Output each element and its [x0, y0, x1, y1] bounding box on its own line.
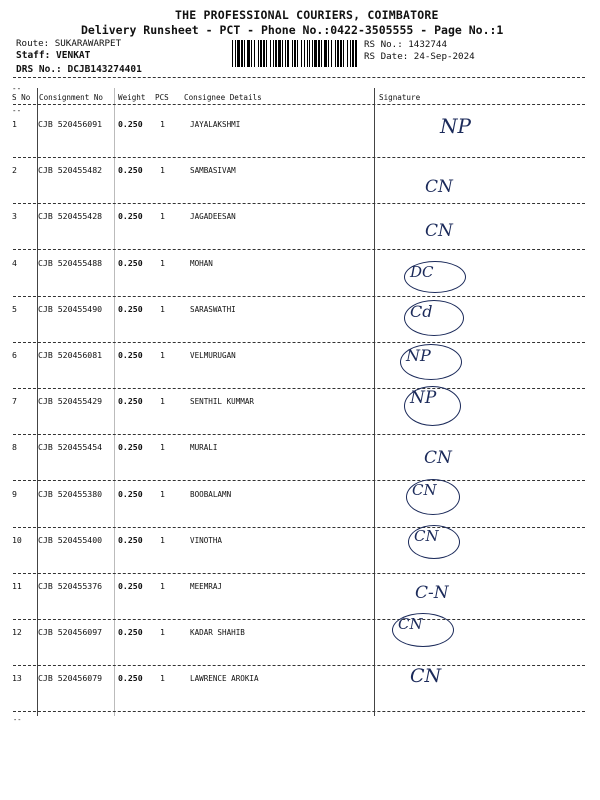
- row-consignee: SENTHIL KUMMAR: [190, 397, 255, 406]
- runsheet-subtitle: Delivery Runsheet - PCT - Phone No.:0422-3505555 - Page No.:1: [81, 23, 504, 37]
- row-sno: 12: [12, 627, 22, 637]
- row-signature: NP: [406, 346, 431, 365]
- rs-number: RS No.: 1432744: [364, 39, 447, 50]
- row-consignment-no: CJB 520455376: [38, 581, 103, 591]
- row-signature: NP: [440, 114, 471, 138]
- row-consignee: SAMBASIVAM: [190, 166, 236, 175]
- row-signature: CN: [425, 221, 453, 241]
- row-weight: 0.250: [118, 535, 143, 545]
- row-signature: CN: [414, 527, 439, 545]
- row-consignee: LAWRENCE AROKIA: [190, 674, 259, 683]
- barcode: [232, 40, 357, 67]
- column-rule: [114, 88, 115, 716]
- col-header-consignment: Consignment No: [39, 93, 104, 102]
- row-sno: 11: [12, 581, 22, 591]
- row-pcs: 1: [160, 442, 165, 452]
- row-sno: 8: [12, 442, 17, 452]
- row-weight: 0.250: [118, 258, 143, 268]
- row-consignee: JAYALAKSHMI: [190, 120, 241, 129]
- row-consignment-no: CJB 520456081: [38, 350, 103, 360]
- row-weight: 0.250: [118, 396, 143, 406]
- row-divider: [13, 203, 585, 204]
- row-consignee: SARASWATHI: [190, 305, 236, 314]
- row-pcs: 1: [160, 535, 165, 545]
- row-sno: 13: [12, 673, 22, 683]
- row-sno: 4: [12, 258, 17, 268]
- row-divider: [13, 342, 585, 343]
- row-divider: [13, 388, 585, 389]
- row-signature: CN: [412, 481, 437, 499]
- row-consignment-no: CJB 520455400: [38, 535, 103, 545]
- row-consignment-no: CJB 520456091: [38, 119, 103, 129]
- header-divider: [13, 77, 585, 78]
- col-header-signature: Signature: [379, 93, 421, 102]
- drs-number: DRS No.: DCJB143274401: [16, 64, 142, 75]
- row-weight: 0.250: [118, 673, 143, 683]
- trailing-mark: --: [13, 716, 22, 724]
- row-consignment-no: CJB 520456097: [38, 627, 103, 637]
- row-sno: 7: [12, 396, 17, 406]
- row-consignee: MOHAN: [190, 259, 213, 268]
- row-sno: 5: [12, 304, 17, 314]
- row-consignee: MURALI: [190, 443, 218, 452]
- row-weight: 0.250: [118, 350, 143, 360]
- row-pcs: 1: [160, 119, 165, 129]
- header-prefix: --: [12, 84, 22, 93]
- row-consignment-no: CJB 520455429: [38, 396, 103, 406]
- row-divider: [13, 296, 585, 297]
- row-divider: [13, 527, 585, 528]
- row-consignment-no: CJB 520456079: [38, 673, 103, 683]
- row-signature: NP: [410, 388, 437, 408]
- row-sno: 1: [12, 119, 17, 129]
- row-pcs: 1: [160, 304, 165, 314]
- row-signature: CN: [410, 665, 442, 687]
- row-pcs: 1: [160, 211, 165, 221]
- row-divider: [13, 711, 585, 712]
- row-weight: 0.250: [118, 581, 143, 591]
- row-divider: [13, 573, 585, 574]
- row-sno: 10: [12, 535, 22, 545]
- row-pcs: 1: [160, 489, 165, 499]
- row-divider: [13, 665, 585, 666]
- row-weight: 0.250: [118, 627, 143, 637]
- row-sno: 9: [12, 489, 17, 499]
- rs-date: RS Date: 24-Sep-2024: [364, 51, 475, 62]
- row-signature: C-N: [415, 583, 449, 603]
- row-sno: 6: [12, 350, 17, 360]
- row-divider: [13, 434, 585, 435]
- row-pcs: 1: [160, 673, 165, 683]
- row-weight: 0.250: [118, 119, 143, 129]
- staff-field: Staff: VENKAT: [16, 50, 91, 61]
- row-pcs: 1: [160, 350, 165, 360]
- row-consignment-no: CJB 520455488: [38, 258, 103, 268]
- row-signature: CN: [398, 615, 423, 633]
- row-pcs: 1: [160, 165, 165, 175]
- row-signature: DC: [410, 263, 434, 281]
- header-rule: [13, 104, 585, 105]
- row-consignee: MEEMRAJ: [190, 582, 223, 591]
- row-consignment-no: CJB 520455428: [38, 211, 103, 221]
- row-divider: [13, 480, 585, 481]
- row-divider: [13, 249, 585, 250]
- row-consignee: VELMURUGAN: [190, 351, 236, 360]
- row-weight: 0.250: [118, 442, 143, 452]
- row-consignment-no: CJB 520455380: [38, 489, 103, 499]
- company-title: THE PROFESSIONAL COURIERS, COIMBATORE: [175, 8, 439, 22]
- row-consignee: BOOBALAMN: [190, 490, 232, 499]
- row-divider: [13, 157, 585, 158]
- row-weight: 0.250: [118, 165, 143, 175]
- row-consignment-no: CJB 520455482: [38, 165, 103, 175]
- col-header-sno: S No: [12, 93, 31, 102]
- row-pcs: 1: [160, 581, 165, 591]
- row-consignment-no: CJB 520455490: [38, 304, 103, 314]
- row-pcs: 1: [160, 396, 165, 406]
- route-field: Route: SUKARAWARPET: [16, 38, 122, 49]
- row-pcs: 1: [160, 627, 165, 637]
- column-rule: [374, 88, 375, 716]
- row-signature: Cd: [410, 302, 433, 321]
- row-consignee: VINOTHA: [190, 536, 223, 545]
- col-header-consignee: Consignee Details: [184, 93, 262, 102]
- row-sno: 3: [12, 211, 17, 221]
- row-signature: CN: [425, 177, 453, 197]
- row-consignment-no: CJB 520455454: [38, 442, 103, 452]
- col-header-pcs: PCS: [155, 93, 169, 102]
- row-sno: 2: [12, 165, 17, 175]
- row-divider: [13, 619, 585, 620]
- row-weight: 0.250: [118, 211, 143, 221]
- col-header-weight: Weight: [118, 93, 146, 102]
- row-consignee: KADAR SHAHIB: [190, 628, 245, 637]
- row-weight: 0.250: [118, 489, 143, 499]
- row-signature: CN: [424, 448, 452, 468]
- row-weight: 0.250: [118, 304, 143, 314]
- row-consignee: JAGADEESAN: [190, 212, 236, 221]
- row-pcs: 1: [160, 258, 165, 268]
- row-prefix: --: [12, 106, 22, 115]
